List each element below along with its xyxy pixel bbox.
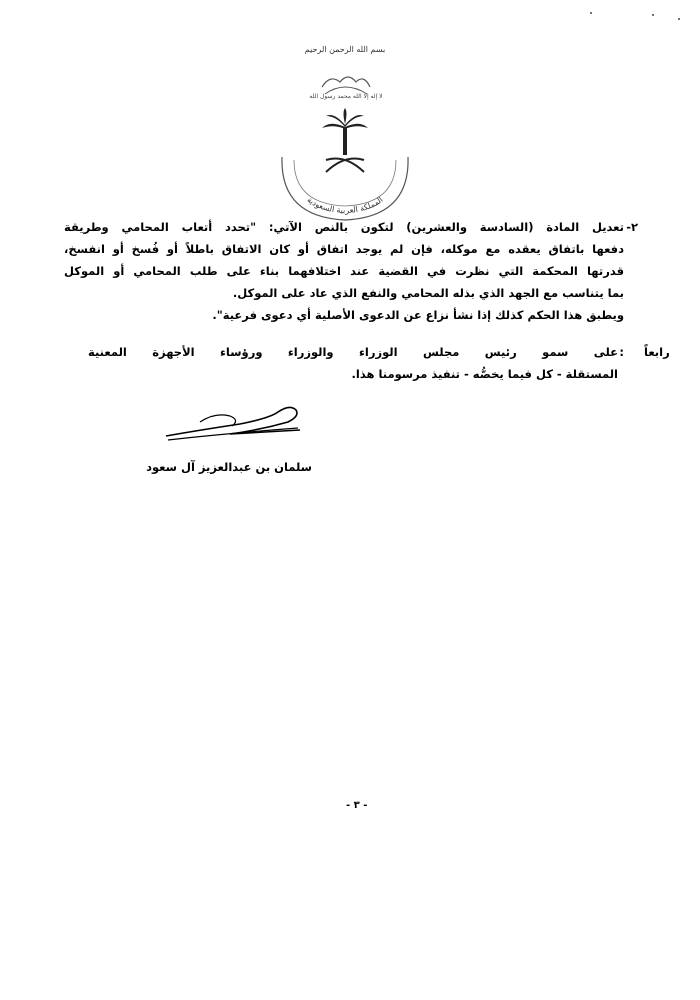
palm-tree-icon bbox=[322, 108, 368, 155]
article-line: دفعها باتفاق يعقده مع موكله، فإن لم يوجد اتفاق أو كان الاتفاق باطلاً أو فُسخ أو انفسخ، bbox=[64, 242, 624, 256]
section-four-line: على سمو رئيس مجلس الوزراء والوزراء ورؤساء الأجهزة المعنية bbox=[88, 345, 618, 359]
section-four-colon: : bbox=[619, 345, 624, 359]
crossed-swords-icon bbox=[326, 159, 364, 173]
scan-speck bbox=[652, 14, 654, 16]
article-line: قدرتها المحكمة التي نظرت في القضية عند اختلافهما بناء على طلب المحامي أو الموكل bbox=[64, 264, 624, 278]
scan-speck bbox=[590, 12, 592, 14]
shahada-text: لا إله إلا الله محمد رسول الله bbox=[309, 93, 383, 100]
kingdom-name-text: المملكة العربية السعودية bbox=[305, 195, 385, 216]
signer-name: سلمان بن عبدالعزيز آل سعود bbox=[146, 460, 312, 474]
article-line: بما يتناسب مع الجهد الذي بذله المحامي والنفع الذي عاد على الموكل. bbox=[232, 286, 624, 300]
section-four-paragraph bbox=[88, 341, 618, 385]
basmala-text: بسم الله الرحمن الرحيم bbox=[304, 45, 386, 54]
article-line: ويطبق هذا الحكم كذلك إذا نشأ نزاع عن الدعوى الأصلية أي دعوى فرعية". bbox=[212, 308, 624, 322]
page-number: - ٣ - bbox=[346, 800, 368, 811]
royal-seal-emblem bbox=[270, 32, 420, 222]
article-line: تعديل المادة (السادسة والعشرين) لتكون بالنص الآتي: "تحدد أتعاب المحامي وطريقة bbox=[64, 220, 624, 234]
handwritten-signature bbox=[160, 400, 310, 445]
section-four-label: رابعاً bbox=[644, 345, 670, 359]
article-paragraph bbox=[64, 216, 624, 326]
shahada-calligraphy bbox=[322, 77, 370, 87]
section-four-line: المستقلة - كل فيما يخصُّه - تنفيذ مرسومنا هذا. bbox=[351, 367, 618, 381]
scan-speck bbox=[678, 18, 680, 20]
article-number: ٢- bbox=[626, 220, 638, 234]
